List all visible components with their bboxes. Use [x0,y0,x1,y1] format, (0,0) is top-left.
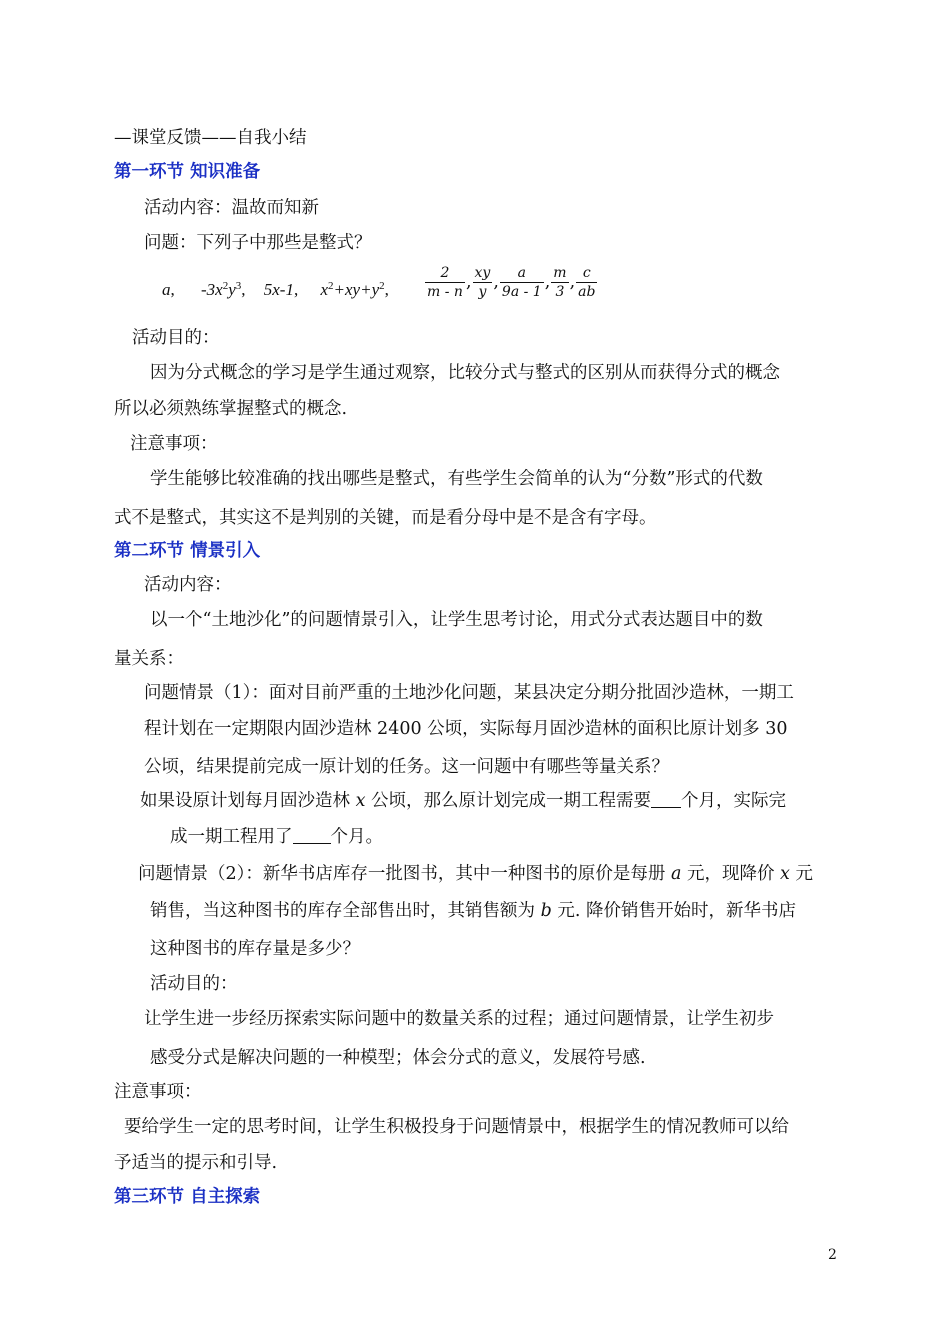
expr-a: a [162,280,171,299]
scenario2-line2: 销售，当这种图书的库存全部售出时，其销售额为 b 元. 降价销售开始时，新华书店 [150,901,796,921]
section3-heading: 第三环节 自主探索 [114,1187,261,1207]
fraction-list: $\frac{2}{m - n}$ , $\frac{xy}{y}$ , $\frac{a}{9a - 1}$ , $\frac{m}{3}$ , $\frac{c}{ab}$ [427,265,596,300]
section1-purpose-line2: 所以必须熟练掌握整式的概念. [114,399,348,419]
section1-purpose-line1: 因为分式概念的学习是学生通过观察，比较分式与整式的区别从而获得分式的概念 [150,363,780,383]
section2-intro-line1: 以一个“土地沙化”的问题情景引入，让学生思考讨论，用式分式表达题目中的数 [150,610,763,630]
intro-line: —课堂反馈——自我小结 [114,128,307,148]
section1-purpose-label: 活动目的： [132,328,220,348]
section2-intro-line2: 量关系： [114,649,184,669]
page-number: 2 [828,1247,837,1263]
scenario2-line1: 问题情景（2）：新华书店库存一批图书，其中一种图书的原价是每册 a 元，现降价 x 元 [138,864,813,884]
section1-notes-label: 注意事项： [130,434,218,454]
expression-list: a, $-3x^2y^3$, 5x-1, $x^2+xy+y^2$, [162,280,389,299]
answer-blank-actual-months[interactable] [293,826,331,844]
section1-notes-line2: 式不是整式，其实这不是判别的关键，而是看分母中是不是含有字母。 [114,508,657,528]
scenario1-question1: 如果设原计划每月固沙造林 x 公顷，那么原计划完成一期工程需要 个月，实际完 [140,791,786,811]
fraction-4: $\frac{m}{3}$ [553,265,567,300]
fraction-5: $\frac{c}{ab}$ [578,265,596,300]
scenario2-line3: 这种图书的库存量是多少？ [150,939,360,959]
expr-monomial: $-3x^2y^3$ [201,280,242,299]
fraction-2: $\frac{xy}{y}$ [474,265,491,300]
fraction-3: $\frac{a}{9a - 1}$ [501,265,542,300]
scenario1-line1: 问题情景（1）：面对目前严重的土地沙化问题，某县决定分期分批固沙造林，一期工 [144,683,794,703]
section2-notes-label: 注意事项： [114,1082,202,1102]
expr-linear: 5x-1 [263,280,294,299]
section1-heading: 第一环节 知识准备 [114,162,261,182]
section2-purpose-line1: 让学生进一步经历探索实际问题中的数量关系的过程；通过问题情景，让学生初步 [144,1009,774,1029]
scenario1-question2: 成一期工程用了 个月。 [170,827,383,847]
section2-purpose-line2: 感受分式是解决问题的一种模型；体会分式的意义，发展符号感. [150,1048,646,1068]
scenario1-line2: 程计划在一定期限内固沙造林 2400 公顷，实际每月固沙造林的面积比原计划多 30 [144,719,788,739]
section2-purpose-label: 活动目的： [150,974,238,994]
section2-activity-label: 活动内容： [144,575,232,595]
section2-notes-line1: 要给学生一定的思考时间，让学生积极投身于问题情景中，根据学生的情况教师可以给 [124,1117,789,1137]
section2-heading: 第二环节 情景引入 [114,541,261,561]
answer-blank-planned-months[interactable] [651,790,681,808]
section1-activity-content: 活动内容：温故而知新 [144,198,319,218]
section1-notes-line1: 学生能够比较准确的找出哪些是整式，有些学生会简单的认为“分数”形式的代数 [150,469,763,489]
fraction-1: $\frac{2}{m - n}$ [427,265,463,300]
section1-question: 问题：下列子中那些是整式？ [144,233,372,253]
scenario1-line3: 公顷，结果提前完成一原计划的任务。这一问题中有哪些等量关系？ [144,757,669,777]
expr-quadratic: $x^2+xy+y^2$ [320,280,385,299]
section2-notes-line2: 予适当的提示和引导. [114,1153,278,1173]
